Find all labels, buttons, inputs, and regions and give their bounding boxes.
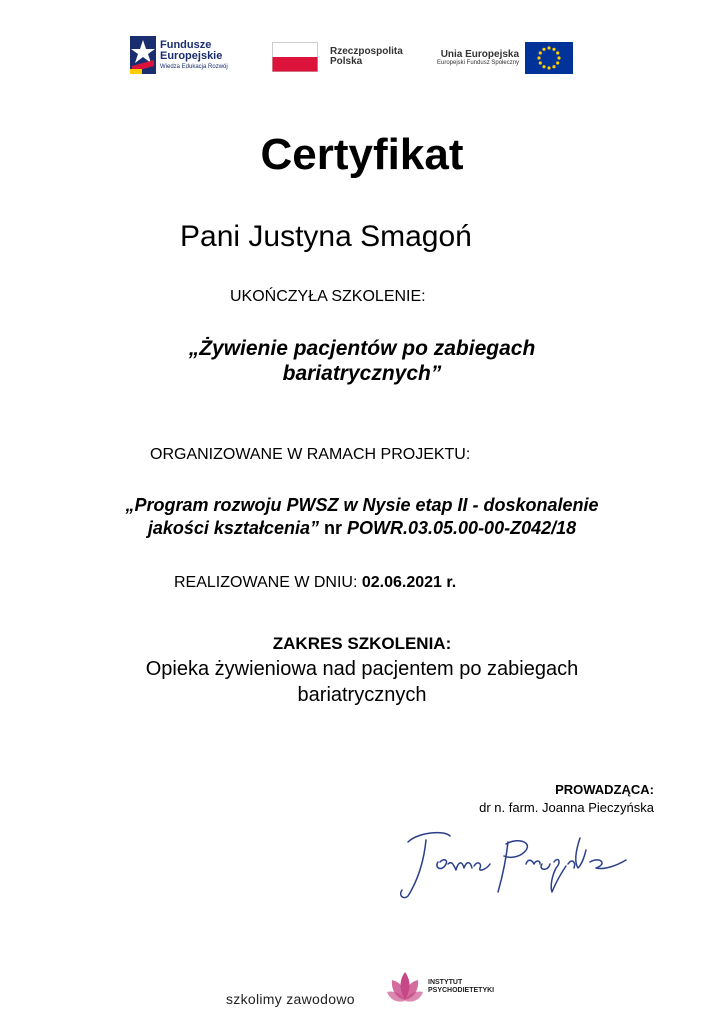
recipient-name: Pani Justyna Smagoń — [180, 220, 472, 253]
program-nr: nr — [323, 517, 342, 538]
eu-flag-icon — [525, 42, 573, 74]
realized-line — [174, 574, 456, 592]
realized-date: 02.06.2021 r. — [361, 574, 457, 591]
fe-logo-line2: Europejskie — [160, 50, 223, 62]
fundusze-europejskie-logo — [130, 36, 228, 74]
lecturer-label: PROWADZĄCA: — [555, 782, 654, 797]
organized-label: ORGANIZOWANE W RAMACH PROJEKTU: — [150, 446, 471, 463]
lecturer-name: dr n. farm. Joanna Pieczyńska — [479, 800, 654, 815]
rzeczpospolita-polska-logo — [272, 42, 403, 72]
scope-label: ZAKRES SZKOLENIA: — [272, 634, 452, 653]
fe-star-icon — [130, 36, 156, 74]
scope-text — [0, 656, 724, 708]
handwritten-signature — [390, 820, 650, 905]
program-line2-text: jakości kształcenia” — [147, 517, 319, 538]
ue-logo-line1: Unia Europejska — [440, 49, 520, 61]
training-title — [0, 336, 724, 386]
footer-tagline: szkolimy zawodowo — [226, 991, 355, 1007]
program-code: POWR.03.05.00-00-Z042/18 — [347, 517, 577, 538]
training-title-line2: bariatrycznych” — [282, 362, 442, 386]
program-name — [0, 494, 724, 539]
ue-logo-line2: Europejski Fundusz Społeczny — [437, 60, 520, 67]
certificate-title: Certyfikat — [260, 130, 464, 179]
lotus-icon — [386, 968, 424, 1006]
unia-europejska-logo — [437, 42, 573, 74]
institute-line2: PSYCHODIETETYKI — [428, 987, 495, 994]
instytut-psychodietetyki-logo — [386, 968, 494, 1006]
program-line2 — [0, 517, 724, 540]
scope-line2: bariatrycznych — [297, 684, 427, 706]
scope-line1: Opieka żywieniowa nad pacjentem po zabiegach — [145, 658, 579, 680]
training-title-line1: „Żywienie pacjentów po zabiegach — [188, 337, 536, 360]
rp-logo-line1: Rzeczpospolita — [330, 45, 403, 57]
poland-flag-icon — [272, 42, 318, 72]
fe-logo-line1: Fundusze — [160, 39, 212, 51]
fe-logo-line3: Wiedza Edukacja Rozwój — [160, 64, 228, 70]
realized-label: REALIZOWANE W DNIU: — [174, 574, 358, 591]
rp-logo-line2: Polska — [330, 56, 363, 67]
program-line1: „Program rozwoju PWSZ w Nysie etap II - doskonalenie — [125, 495, 599, 515]
completed-label: UKOŃCZYŁA SZKOLENIE: — [230, 288, 426, 305]
institute-line1: INSTYTUT — [428, 978, 463, 986]
